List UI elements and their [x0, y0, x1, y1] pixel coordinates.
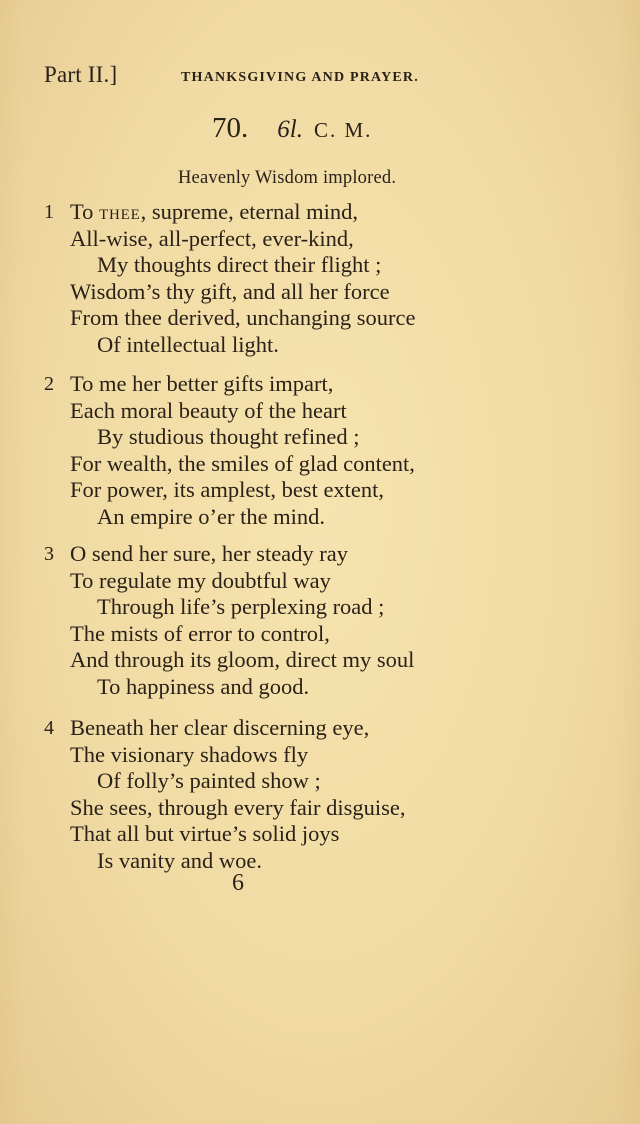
verse-text: From thee derived, unchanging source [70, 305, 416, 330]
verse-text: The visionary shadows fly [70, 741, 309, 767]
verse-text: For wealth, the smiles of glad content, [70, 450, 415, 476]
verse-line [44, 742, 514, 769]
hymn-number: 70. [212, 112, 249, 144]
verse-text: By studious thought refined ; [97, 424, 360, 449]
verse-text: Wisdom’s thy gift, and all her force [70, 278, 390, 304]
verse-rest: , supreme, eternal mind, [140, 199, 359, 224]
verse-small-caps: thee [99, 200, 141, 224]
verse-text: O send her sure, her steady ray [70, 541, 349, 566]
verse-text: To happiness and good. [97, 673, 310, 699]
verse-text: Each moral beauty of the heart [70, 397, 347, 423]
verse-text: For power, its amplest, best extent, [70, 477, 385, 502]
verse-line [44, 621, 514, 648]
verse-line [44, 451, 514, 478]
verse-line [44, 768, 514, 795]
verse-line [44, 252, 514, 279]
verse-line [44, 647, 514, 674]
signature-mark: 6 [232, 870, 244, 896]
verse-line [44, 424, 514, 451]
section-title: THANKSGIVING AND PRAYER. [181, 70, 419, 85]
verse-line [44, 332, 514, 359]
stanza-2 [44, 371, 514, 530]
verse-text: She sees, through every fair disguise, [70, 794, 406, 820]
stanza-number: 3 [44, 543, 54, 565]
verse-text: That all but virtue’s solid joys [70, 821, 340, 846]
verse-line [44, 541, 514, 568]
hymn-heading [212, 112, 372, 145]
verse-text: An empire o’er the mind. [97, 503, 326, 529]
verse-text: Of intellectual light. [97, 331, 279, 357]
verse-line [44, 568, 514, 595]
hymn-subtitle: Heavenly Wisdom implored. [178, 168, 397, 188]
stanza-number: 2 [44, 373, 54, 395]
verse-line [44, 398, 514, 425]
verse-line [44, 305, 514, 332]
verse-line [44, 199, 514, 226]
verse-text: To regulate my doubtful way [70, 567, 331, 593]
verse-text: Beneath her clear discerning eye, [70, 715, 370, 740]
verse-line [44, 477, 514, 504]
verse-text: And through its gloom, direct my soul [70, 647, 415, 672]
verse-line [44, 594, 514, 621]
verse-line [44, 279, 514, 306]
part-label: Part II.] [44, 62, 118, 87]
verse-line [44, 674, 514, 701]
verse-text: Through life’s perplexing road ; [97, 594, 385, 619]
verse-first-word: To [70, 199, 94, 224]
verse-line [44, 848, 514, 875]
verse-text: Is vanity and woe. [97, 847, 262, 873]
verse-line [44, 715, 514, 742]
stanza-4 [44, 715, 514, 874]
verse-line [44, 226, 514, 253]
verse-line [44, 795, 514, 822]
hymn-meter-lines: 6l. [277, 116, 303, 143]
verse-text: The mists of error to control, [70, 620, 330, 646]
verse-text [70, 199, 358, 226]
hymn-meter-type: C. M. [313, 118, 373, 142]
stanza-3 [44, 541, 514, 700]
verse-text: Of folly’s painted show ; [97, 768, 321, 793]
running-head [44, 62, 484, 94]
verse-text: My thoughts direct their flight ; [97, 252, 382, 277]
verse-line [44, 821, 514, 848]
verse-line [44, 371, 514, 398]
verse-text: To me her better gifts impart, [70, 371, 334, 396]
stanza-1 [44, 199, 514, 358]
verse-text: All-wise, all-perfect, ever-kind, [70, 225, 354, 251]
stanza-number: 1 [44, 201, 54, 223]
verse-line [44, 504, 514, 531]
stanza-number: 4 [44, 717, 54, 739]
